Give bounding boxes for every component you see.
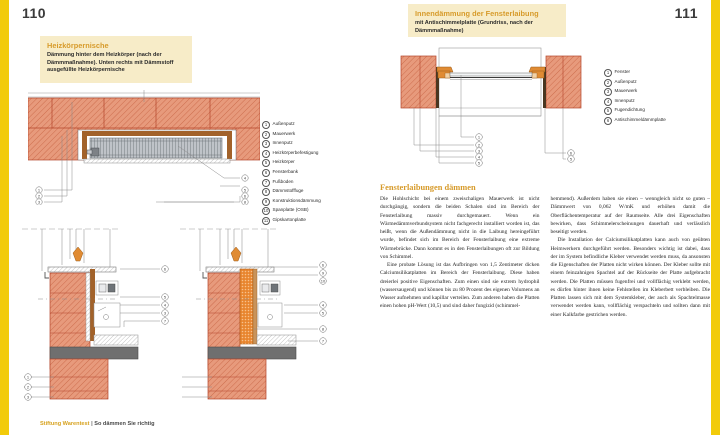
- legend-item: [604, 107, 666, 115]
- page-number-left: 110: [22, 5, 47, 21]
- svg-text:1: 1: [37, 187, 41, 193]
- svg-text:5: 5: [569, 156, 573, 162]
- figure-window-reveal-plan: [398, 45, 598, 180]
- legend-label: Fensterbank: [272, 168, 299, 174]
- legend-number: 5: [262, 159, 270, 167]
- svg-text:6: 6: [321, 262, 325, 268]
- footer: [40, 421, 155, 427]
- article-column-left: [380, 195, 540, 319]
- page-number-right: 111: [674, 5, 698, 21]
- svg-text:5: 5: [163, 294, 167, 300]
- svg-text:7: 7: [163, 318, 167, 324]
- legend-number: 7: [262, 179, 270, 187]
- caption-box-left: [40, 36, 192, 83]
- legend-label: Dämmstofffuge: [272, 188, 304, 194]
- legend-label: Mauerwerk: [272, 130, 296, 136]
- svg-text:6: 6: [569, 150, 573, 156]
- legend-item: [262, 131, 321, 139]
- svg-text:4: 4: [321, 302, 325, 308]
- svg-text:8: 8: [321, 326, 325, 332]
- legend-item: [262, 179, 321, 187]
- legend-label: Gipskartonplatte: [272, 216, 306, 222]
- svg-text:4: 4: [163, 302, 167, 308]
- paragraph: Eine probate Lösung ist das Aufbringen von 1,5 Zentimeter dicken Calciumsilikatplatten im Bereich der Fensterlaibung. Diese haben dreierlei positive Eigenschaften. Zum einen sind sie extrem hydrophil (wassersaugend) und können bis zu 80 Prozent des eigenen Volumens an Wasser aufnehmen und kapillar verteilen. Zum anderen haben die Platten einen hohen pH-Wert (10,5) und sind daher fungizid (schimmel-: [380, 262, 540, 310]
- footer-separator: |: [91, 421, 93, 427]
- legend-item: [262, 217, 321, 225]
- legend-label: Heizkörper: [272, 159, 295, 165]
- legend-number: 3: [604, 88, 612, 96]
- left-accent-bar: [0, 0, 9, 435]
- legend-item: [604, 69, 666, 77]
- legend-item: [604, 88, 666, 96]
- svg-text:3: 3: [163, 310, 167, 316]
- legend-item: [262, 207, 321, 215]
- legend-number: 4: [262, 150, 270, 158]
- legend-item: [262, 140, 321, 148]
- right-accent-bar: [711, 0, 720, 435]
- svg-text:2: 2: [477, 142, 481, 148]
- footer-title: So dämmen Sie richtig: [94, 421, 155, 427]
- legend-item: [604, 117, 666, 125]
- legend-label: Antischimmeldämmplatte: [614, 116, 666, 122]
- legend-item: [262, 188, 321, 196]
- legend-label: Mauerwerk: [614, 88, 638, 94]
- svg-text:10: 10: [320, 278, 326, 284]
- legend-item: [262, 150, 321, 158]
- legend-item: [604, 79, 666, 87]
- legend-number: 4: [604, 98, 612, 106]
- svg-text:5: 5: [243, 187, 247, 193]
- legend-number: 6: [262, 169, 270, 177]
- legend-number: 3: [262, 140, 270, 148]
- svg-text:6: 6: [243, 193, 247, 199]
- legend-label: Spanplatte (OSB): [272, 207, 309, 213]
- legend-item: [604, 98, 666, 106]
- paragraph: Die Installation der Calciumsilikatplatten kann auch von geübten Heimwerkern durchgeführt werden. Besonders wichtig ist dabei, dass der im System befindliche Kleber verwendet werden muss, da ansonsten die Eigenschaften der Platten nicht wirken können. Der Kleber sollte mit einem feinzahnigen Spachtel auf der Rückseite der Platte aufgebracht werden. Die Platten müssen fugenfrei und vollflächig verklebt werden, es dürfen hinter ihnen keine Fehlstellen im Kleberbett verbleiben. Die Platten lassen sich mit dem Systemkleber, der auch als Spachtelmasse verwendet werden kann, vollflächig verspachteln und sollten dann mit einer Kalkfarbe gestrichen werden.: [550, 237, 710, 318]
- svg-text:3: 3: [477, 148, 481, 154]
- legend-left: [262, 121, 321, 227]
- svg-text:1: 1: [26, 374, 30, 380]
- legend-number: 6: [604, 117, 612, 125]
- svg-text:4: 4: [243, 175, 247, 181]
- legend-label: Heizkörperbefestigung: [272, 149, 319, 155]
- caption-box-right: [408, 4, 566, 37]
- legend-label: Konstruktionsdämmung: [272, 197, 321, 203]
- legend-item: [262, 159, 321, 167]
- legend-number: 2: [262, 131, 270, 139]
- legend-number: 10: [263, 208, 269, 214]
- legend-item: [262, 198, 321, 206]
- svg-text:3: 3: [26, 394, 30, 400]
- caption-title-left: Heizkörpernische: [47, 41, 109, 50]
- legend-label: Fenster: [614, 69, 631, 74]
- caption-body-left: Dämmung hinter dem Heizkörper (nach der Dämmmaßnahme). Unten rechts mit Dämmstoff ausgefüllte Heizkörpernische: [47, 52, 174, 74]
- legend-label: Fugendichtung: [614, 107, 645, 113]
- legend-label: Innenputz: [614, 97, 635, 103]
- figure-heating-niche-elevation: [28, 90, 260, 210]
- legend-label: Außenputz: [614, 78, 637, 84]
- legend-label: Fußboden: [272, 178, 294, 184]
- article-body: [380, 182, 710, 319]
- footer-brand: Stiftung Warentest: [40, 421, 90, 427]
- legend-label: Innenputz: [272, 140, 293, 146]
- svg-text:2: 2: [26, 384, 30, 390]
- legend-number: 1: [262, 121, 270, 129]
- legend-number: 8: [262, 188, 270, 196]
- legend-right: [604, 69, 666, 127]
- legend-number: 11: [263, 217, 269, 223]
- figure-window-sill-sections: [20, 225, 350, 425]
- svg-text:6: 6: [163, 266, 167, 272]
- legend-number: 5: [604, 107, 612, 115]
- legend-label: Außenputz: [272, 121, 295, 126]
- legend-number: 9: [262, 198, 270, 206]
- svg-text:2: 2: [37, 193, 41, 199]
- caption-title-right: Innendämmung der Fensterlaibung: [415, 9, 539, 18]
- svg-text:1: 1: [477, 134, 481, 140]
- svg-text:4: 4: [477, 154, 481, 160]
- legend-number: 2: [604, 79, 612, 87]
- paragraph: hemmend). Außerdem haben sie einen – wenngleich nicht so guten – Dämmwert von 0,062 W/mK und erhöhen damit die Oberflächentemperatur auf der Raumseite. Alle drei Eigenschaften bewirken, dass Schimmelerscheinungen dauerhaft und verlässlich beseitigt werden.: [550, 196, 710, 235]
- svg-text:9: 9: [321, 270, 325, 276]
- svg-text:3: 3: [37, 199, 41, 205]
- paragraph: Die Hohlschicht bei einem zweischaligen Mauerwerk ist nicht durchgängig, sondern die beiden Schalen sind im Bereich der Fensterlaibung massiv durchgemauert. Wenn ein Wärmedämmverbundsystem nicht fachgerecht installiert worden ist, das heißt, wenn die Außendämmung nicht in die Laibung hereingeführt wurde, befindet sich im Bereich der Fensterlaibung eine extreme Wärmebrücke. Dann kommt es in den Fensterlaibungen oft zur Bildung von Schimmel.: [380, 196, 540, 260]
- article-heading: Fensterlaibungen dämmen: [380, 183, 476, 192]
- caption-body-right: mit Antischimmelplatte (Grundriss, nach der Dämmmaßnahme): [415, 20, 533, 34]
- legend-item: [262, 121, 321, 129]
- svg-text:8: 8: [243, 199, 247, 205]
- svg-text:5: 5: [477, 160, 481, 166]
- legend-item: [262, 169, 321, 177]
- svg-text:7: 7: [321, 338, 325, 344]
- article-column-right: [551, 195, 711, 319]
- legend-number: 1: [604, 69, 612, 77]
- svg-text:5: 5: [321, 310, 325, 316]
